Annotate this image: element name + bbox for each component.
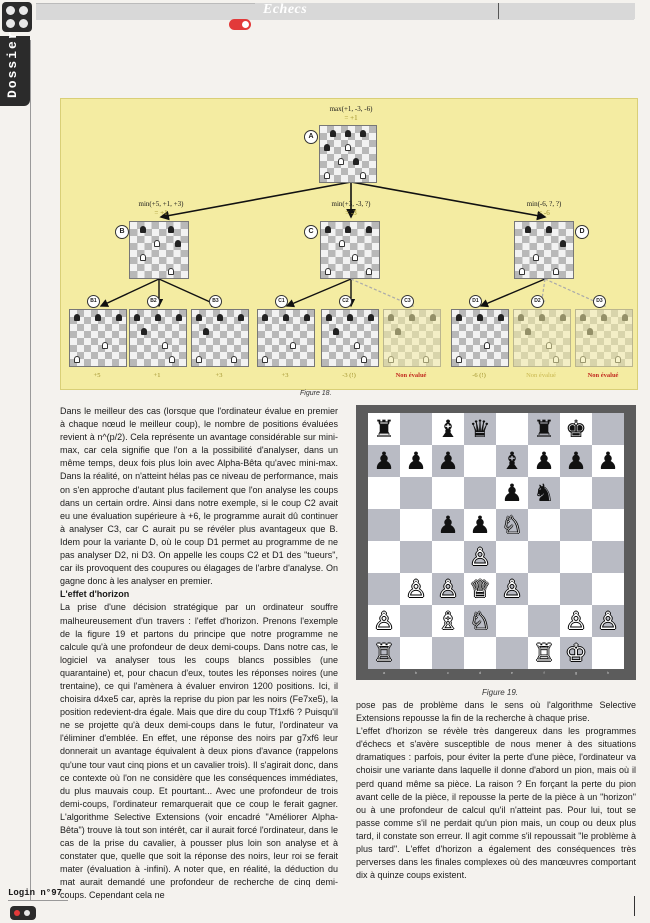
node-c-eq: = -3 — [345, 209, 357, 217]
chess-piece-e3: ♙ — [501, 575, 523, 603]
chess-piece-e7: ♝ — [501, 447, 523, 475]
chess-piece-d5: ♟ — [469, 511, 491, 539]
leaf-marker: D2 — [531, 295, 544, 308]
magazine-logo-icon — [2, 2, 32, 32]
node-b-formula: min(+5, +1, +3) — [138, 200, 184, 208]
node-c-formula: min(+3, -3, ?) — [331, 200, 371, 208]
leaf-board — [383, 309, 441, 367]
leaf-board — [321, 309, 379, 367]
leaf-marker: B1 — [87, 295, 100, 308]
chess-piece-d3: ♕ — [469, 575, 491, 603]
node-d-marker: D — [575, 225, 589, 239]
page-edge-mark — [634, 896, 635, 916]
chess-piece-c2: ♗ — [437, 607, 459, 635]
figure-19-caption: Figure 19. — [482, 688, 519, 697]
paragraph-intro: Dans le meilleur des cas (lorsque que l'ordinateur évalue en premier à chaque nœud le meilleur coup), le nombre de positions évaluées revient à n^(p/2). Cela représente un avantage considérable sur mini-max, car cela signifie que l'on a la possibilité d'analyser, dans un même temps, deux fois plus loin avec Alpha-Bêta qu'avec mini-max. Dans la réalité, on n'atteint hélas pas ce niveau de performance, mais on s'en approche d'autant plus facilement que l'on analyse les coups dans un certain ordre. Ainsi dans notre exemple, si le coup C2 avait eu une évaluation supérieure à +6, le programme aurait dû continuer à analyser C3, car C aurait pu se révéler plus avantageux que B. Idem pour la variante D, où le coup D1 permet au programme de ne pas analyser D2, ni D3. On appelle les coups C2 et D1 des "tueurs", car ils provoquent des coupures ou élagages de l'arbre d'analyse. On gagne donc à les analyser en premier. — [60, 406, 338, 587]
node-c-marker: C — [304, 225, 318, 239]
chess-piece-c3: ♙ — [437, 575, 459, 603]
article-right-column — [356, 699, 636, 884]
node-b-marker: B — [115, 225, 129, 239]
chess-piece-f6: ♞ — [533, 479, 555, 507]
chess-piece-a8: ♜ — [373, 415, 395, 443]
leaf-value: Non évalué — [587, 372, 619, 379]
header-divider — [498, 3, 499, 19]
chess-piece-c7: ♟ — [437, 447, 459, 475]
file-label: d — [478, 670, 482, 675]
article-left-column — [60, 405, 338, 901]
chessboard-figure — [356, 405, 636, 680]
chess-piece-h7: ♟ — [597, 447, 619, 475]
leaf-value: -6 (!) — [472, 372, 486, 379]
chess-piece-g2: ♙ — [565, 607, 587, 635]
node-d-board — [514, 221, 574, 279]
leaf-value: -3 (!) — [342, 372, 356, 379]
leaf-marker: C2 — [339, 295, 352, 308]
chess-piece-e6: ♟ — [501, 479, 523, 507]
leaf-value: +5 — [93, 372, 101, 379]
chess-piece-a7: ♟ — [373, 447, 395, 475]
root-eq: = +1 — [344, 114, 358, 122]
node-a-marker: A — [304, 130, 318, 144]
chessboard — [368, 413, 624, 669]
chess-piece-g1: ♔ — [565, 639, 587, 667]
chess-piece-d4: ♙ — [469, 543, 491, 571]
file-label: a — [382, 670, 386, 675]
leaf-board — [129, 309, 187, 367]
paragraph-continued: pose pas de problème dans le sens où l'algorithme Selective Extensions repousse la fin de la recherche à chaque prise. — [356, 700, 636, 724]
toggle-tag-icon — [229, 19, 251, 30]
alpha-beta-tree-figure — [60, 98, 638, 390]
leaf-marker: C1 — [275, 295, 288, 308]
node-c-board — [320, 221, 380, 279]
side-label: Dossier — [5, 29, 20, 98]
paragraph-horizon-danger: L'effet d'horizon se révèle très dangereux dans les programmes d'échecs et s'avère susceptible de nous mener à des situations dramatiques : parfois, pour éviter la perte d'une pièce, l'ordinateur va choisir une variante dans laquelle il donne d'abord un pion, mais où il perd quand même sa pièce. La raison ? En forçant la perte du pion avant celle de la pièce, il repousse la perte de la pièce à un "horizon" ou à une profondeur de calcul qu'il n'atteint pas. Pour lui, tout se passe comme s'il ne perdait qu'un pion mais, un coup ou deux plus tard, il constate son erreur. Il agit comme s'il repoussait "le problème à plus tard". L'effet d'horizon a également des conséquences très perverses dans les finales complexes où des manœuvres comportant dix à quinze coups existent. — [356, 726, 636, 881]
leaf-marker: D3 — [593, 295, 606, 308]
node-b-eq: = +1 — [154, 209, 168, 217]
section-subhead: L'effet d'horizon — [60, 589, 130, 600]
chess-piece-f1: ♖ — [533, 639, 555, 667]
footer-rule — [8, 900, 68, 901]
file-label: e — [510, 670, 514, 675]
leaf-value: +1 — [153, 372, 161, 379]
figure-18-caption: Figure 18. — [300, 390, 332, 397]
leaf-board — [451, 309, 509, 367]
chess-piece-d8: ♛ — [469, 415, 491, 443]
leaf-marker: B2 — [147, 295, 160, 308]
leaf-marker: B3 — [209, 295, 222, 308]
chess-piece-e5: ♘ — [501, 511, 523, 539]
file-labels — [368, 670, 624, 675]
paragraph-horizon: La prise d'une décision stratégique par un ordinateur souffre malheureusement d'un travers : l'effet d'horizon. Prenons l'exemple de la figure 19 et partons du principe que notre programme ne calcule qu'à une profondeur de deux demi-coups. Dans notre cas, le logiciel va analyser tous les coups blancs possibles (une quarantaine) et, pour chacun d'eux, toutes les réponses noires (une trentaine), ce qui l'amènera à évaluer environ 1200 positions. Ici, il choisira d4xe5 car, après la reprise du pion par les noirs (Fe7xe5), la position redevient-dra égale. Mais que dire du coup Tf1xf6 ? Puisqu'il ne se projette qu'à deux demi-coups dans le futur, l'ordinateur va l'éliminer d'emblée. En effet, une réponse des noirs par g7xf6 leur donnerait un avantage équivalent à deux pions d'avance (rappelons qu'une tour vaut cinq pions et un cavalier trois). Il s'agirait donc, dans ce contexte où l'on ne considère que les conséquences immédiates, du plus mauvais coup. Et pourtant... Avec une profondeur de trois demi-coups, l'ordinateur remarquerait que ce coup le ferait gagner. L'algorithme Selective Extensions (voir encadré "Améliorer Alpha-Bêta") trouve là tout son intérêt, car il aurait forcé l'ordinateur, dans le cas de la prise du cavalier, à pousser plus loin son analyse et à constater que, quelle que soit la réponse des noirs, leur roi se ferait mater (évaluation à -infini). A noter que, en réalité, la déduction du mat aurait demandé une profondeur de recherche de cinq demi-coups. Cependant cela ne — [60, 602, 338, 901]
page-header — [0, 0, 650, 36]
file-label: c — [447, 670, 449, 675]
chess-piece-f7: ♟ — [533, 447, 555, 475]
chess-piece-c5: ♟ — [437, 511, 459, 539]
left-margin-rule — [30, 40, 31, 900]
section-title: Echecs — [263, 2, 308, 17]
leaf-board — [513, 309, 571, 367]
chess-piece-g8: ♚ — [565, 415, 587, 443]
leaf-value: +3 — [281, 372, 289, 379]
node-d-formula: min(-6, ?, ?) — [526, 200, 562, 208]
file-label: h — [606, 670, 610, 675]
leaf-marker: C3 — [401, 295, 414, 308]
node-b-board — [129, 221, 189, 279]
chess-piece-h2: ♙ — [597, 607, 619, 635]
issue-label: Login n°97 — [8, 888, 63, 898]
leaf-board — [575, 309, 633, 367]
chess-piece-a1: ♖ — [373, 639, 395, 667]
leaf-board — [69, 309, 127, 367]
leaf-board — [257, 309, 315, 367]
footer-logo-icon — [10, 906, 36, 920]
chess-piece-g7: ♟ — [565, 447, 587, 475]
chess-piece-b3: ♙ — [405, 575, 427, 603]
chess-piece-d2: ♘ — [469, 607, 491, 635]
chess-piece-c8: ♝ — [437, 415, 459, 443]
section-band — [255, 3, 635, 19]
leaf-marker: D1 — [469, 295, 482, 308]
node-d-eq: = -6 — [538, 209, 550, 217]
leaf-value: Non évalué — [395, 372, 427, 379]
chess-piece-f8: ♜ — [533, 415, 555, 443]
leaf-value: Non évalué — [526, 372, 556, 379]
node-a-board — [319, 125, 377, 183]
leaf-value: +3 — [215, 372, 223, 379]
file-label: f — [543, 670, 545, 675]
file-label: b — [414, 670, 418, 675]
chess-piece-b7: ♟ — [405, 447, 427, 475]
file-label: g — [574, 670, 578, 675]
leaf-board — [191, 309, 249, 367]
chess-piece-a2: ♙ — [373, 607, 395, 635]
root-formula: max(+1, -3, -6) — [329, 105, 373, 113]
